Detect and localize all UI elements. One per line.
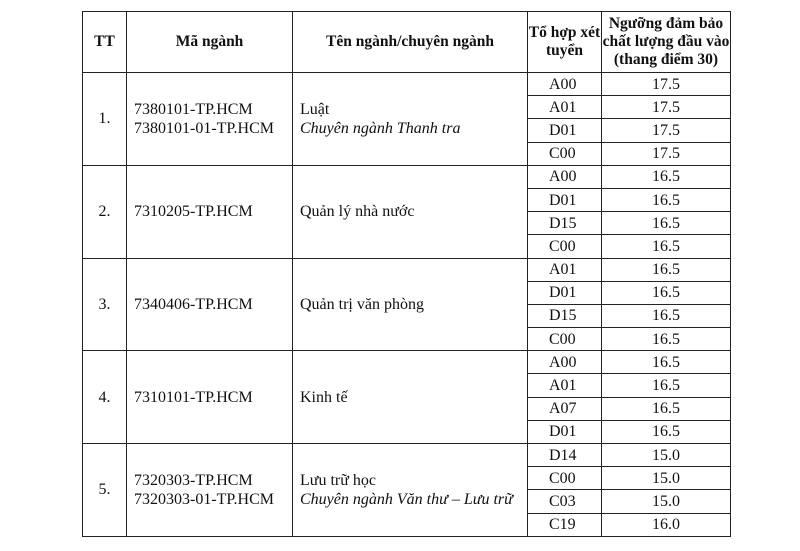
header-combo: Tổ hợp xét tuyển — [528, 12, 602, 73]
threshold-score: 16.0 — [602, 513, 731, 536]
row-number: 2. — [83, 165, 127, 258]
table-row — [83, 351, 731, 374]
threshold-score: 16.5 — [602, 281, 731, 304]
table-row — [83, 444, 731, 467]
major-code: 7320303-TP.HCM — [134, 471, 253, 489]
threshold-score: 16.5 — [602, 188, 731, 211]
threshold-score: 16.5 — [602, 328, 731, 351]
admission-threshold-table — [82, 11, 731, 537]
major-code-cell — [127, 73, 293, 166]
subject-combination: D15 — [528, 304, 602, 327]
table-row — [83, 165, 731, 188]
subject-combination: A00 — [528, 73, 602, 96]
subject-combination: C00 — [528, 467, 602, 490]
header-threshold: Ngưỡng đảm bảo chất lượng đầu vào (thang điểm 30) — [602, 12, 731, 73]
major-code: 7310101-TP.HCM — [134, 388, 253, 406]
major-name: Lưu trữ học — [300, 471, 376, 489]
threshold-score: 16.5 — [602, 165, 731, 188]
major-code-cell — [127, 165, 293, 258]
threshold-score: 15.0 — [602, 490, 731, 513]
subject-combination: C00 — [528, 235, 602, 258]
subject-combination: C00 — [528, 328, 602, 351]
threshold-score: 15.0 — [602, 444, 731, 467]
major-name-cell — [293, 258, 528, 351]
subject-combination: D01 — [528, 420, 602, 443]
subject-combination: C00 — [528, 142, 602, 165]
major-name: Luật — [300, 100, 330, 118]
threshold-score: 16.5 — [602, 304, 731, 327]
table-body — [83, 73, 731, 537]
header-name: Tên ngành/chuyên ngành — [293, 12, 528, 73]
specialization-name: Chuyên ngành Thanh tra — [300, 119, 461, 137]
major-name-cell — [293, 73, 528, 166]
subject-combination: A00 — [528, 165, 602, 188]
major-code: 7380101-TP.HCM — [134, 100, 253, 118]
threshold-score: 16.5 — [602, 374, 731, 397]
major-name-cell — [293, 165, 528, 258]
threshold-score: 16.5 — [602, 235, 731, 258]
subject-combination: D01 — [528, 188, 602, 211]
row-number: 1. — [83, 73, 127, 166]
major-name-cell — [293, 351, 528, 444]
subject-combination: D15 — [528, 212, 602, 235]
major-code: 7320303-01-TP.HCM — [134, 490, 275, 508]
subject-combination: C19 — [528, 513, 602, 536]
major-code: 7380101-01-TP.HCM — [134, 119, 275, 137]
header-row — [83, 12, 731, 73]
major-code-cell — [127, 351, 293, 444]
row-number: 5. — [83, 444, 127, 537]
table-row — [83, 73, 731, 96]
major-code-cell — [127, 258, 293, 351]
subject-combination: D01 — [528, 281, 602, 304]
subject-combination: A00 — [528, 351, 602, 374]
subject-combination: A01 — [528, 258, 602, 281]
major-code: 7310205-TP.HCM — [134, 203, 253, 221]
subject-combination: A01 — [528, 96, 602, 119]
threshold-score: 15.0 — [602, 467, 731, 490]
subject-combination: C03 — [528, 490, 602, 513]
header-tt: TT — [83, 12, 127, 73]
threshold-score: 16.5 — [602, 420, 731, 443]
major-code: 7340406-TP.HCM — [134, 295, 253, 313]
subject-combination: D14 — [528, 444, 602, 467]
threshold-score: 16.5 — [602, 212, 731, 235]
threshold-score: 17.5 — [602, 119, 731, 142]
threshold-score: 17.5 — [602, 73, 731, 96]
threshold-score: 16.5 — [602, 351, 731, 374]
row-number: 3. — [83, 258, 127, 351]
table-row — [83, 258, 731, 281]
specialization-name: Chuyên ngành Văn thư – Lưu trữ — [300, 490, 513, 508]
major-name: Quản trị văn phòng — [300, 295, 424, 313]
subject-combination: A01 — [528, 374, 602, 397]
row-number: 4. — [83, 351, 127, 444]
major-code-cell — [127, 444, 293, 537]
major-name-cell — [293, 444, 528, 537]
threshold-score: 17.5 — [602, 96, 731, 119]
subject-combination: D01 — [528, 119, 602, 142]
major-name: Kinh tế — [300, 388, 348, 406]
threshold-score: 16.5 — [602, 258, 731, 281]
threshold-score: 16.5 — [602, 397, 731, 420]
subject-combination: A07 — [528, 397, 602, 420]
threshold-score: 17.5 — [602, 142, 731, 165]
major-name: Quản lý nhà nước — [300, 203, 415, 221]
header-code: Mã ngành — [127, 12, 293, 73]
